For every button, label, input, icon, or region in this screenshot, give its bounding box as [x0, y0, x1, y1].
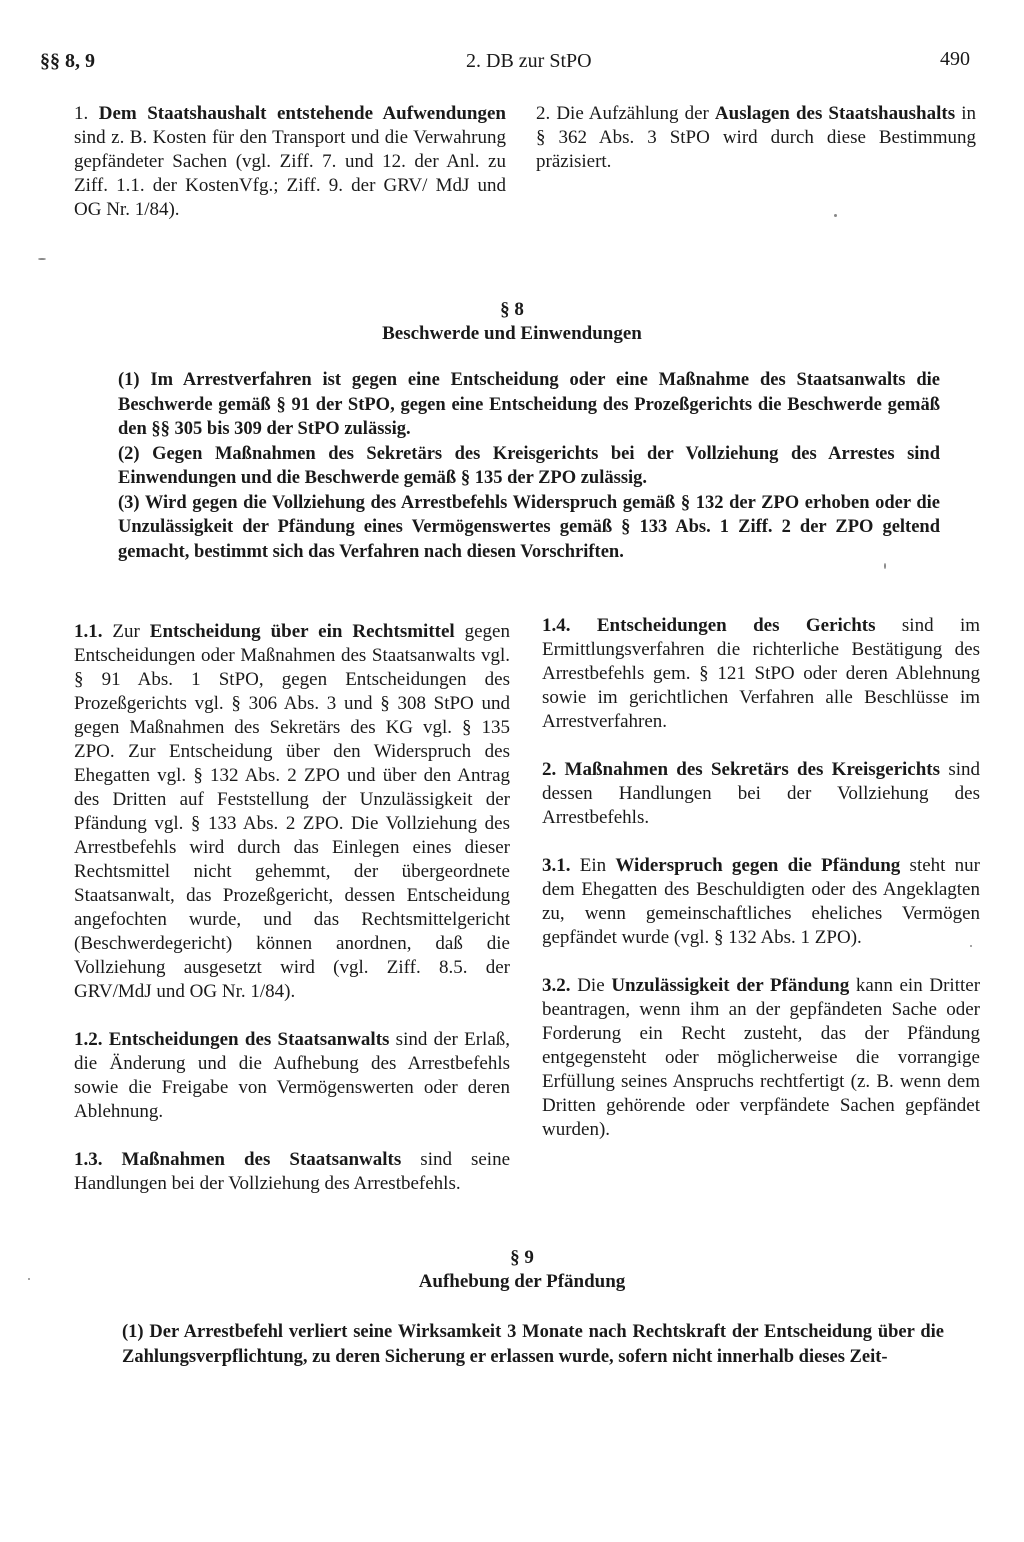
note-number: 1.3. — [74, 1149, 103, 1170]
note-lead: Auslagen des Staatshaushalts — [714, 103, 956, 124]
law-paragraph-2: (2) Gegen Maßnahmen des Sekretärs des Kreisgerichts bei der Vollziehung des Arrestes sind Einwendungen und die Beschwerde gemäß § 135 der ZPO zulässig. — [118, 443, 940, 488]
note-paragraph — [542, 974, 980, 1142]
note-pre: 2. Die Aufzählung der — [536, 103, 709, 124]
law-paragraph-3: (3) Wird gegen die Vollziehung des Arrestbefehls Widerspruch gemäß § 132 der ZPO erhoben oder die Unzulässigkeit der Pfändung eines Vermögenswertes gemäß § 133 Abs. 1 Ziff. 2 der ZPO geltend gemacht, bestimmt sich das Verfahren nach diesen Vorschriften. — [118, 492, 940, 562]
note-lead: Maßnahmen des Staatsanwalts — [121, 1149, 402, 1170]
note-paragraph — [536, 102, 976, 174]
note-lead: Dem Staatshaushalt entstehende Aufwendungen — [98, 103, 506, 124]
note-text: sind z. B. Kosten für den Transport und die Verwahrung gepfändeter Sachen (vgl. Ziff. 7. und 12. der Anl. zu Ziff. 1.1. der KostenVfg.; Ziff. 9. der GRV/ MdJ und OG Nr. 1/84). — [74, 127, 506, 220]
section-9-title: Aufhebung der Pfändung — [418, 1271, 626, 1292]
note-number: 3.2. — [542, 975, 571, 996]
note-lead: Entscheidungen des Staatsanwalts — [108, 1029, 390, 1050]
note-text: gegen Entscheidungen oder Maßnahmen des Staatsanwalts vgl. § 91 Abs. 1 StPO, gegen Entscheidungen des Prozeßgerichts vgl. § 306 Abs. 3 und § 308 StPO und gegen Maßnahmen des Sekretärs des KG vgl. § 135 ZPO. Zur Entscheidung über den Widerspruch des Ehegatten vgl. § 132 Abs. 2 ZPO und über den Antrag des Dritten auf Feststellung der Unzulässigkeit der Pfändung vgl. § 133 Abs. 2 ZPO. Die Vollziehung des Arrestbefehls wird durch das Einlegen eines dieser Rechtsmittel nicht gehemmt, der übergeordnete Staatsanwalt, das Prozeßgericht, dessen Entscheidung angefochten wurde, und das Rechtsmittelgericht (Beschwerdegericht) können anordnen, daß die Vollziehung ausgesetzt wird (vgl. Ziff. 8.5. der GRV/MdJ und OG Nr. 1/84). — [74, 621, 510, 1002]
note-lead: Unzulässigkeit der Pfändung — [611, 975, 850, 996]
running-header-sections: §§ 8, 9 — [40, 50, 95, 72]
scan-speck — [38, 258, 46, 260]
law-paragraph-1: (1) Der Arrestbefehl verliert seine Wirksamkeit 3 Monate nach Rechtskraft der Entscheidung über die Zahlungsverpflichtung, zu deren Sicherung er erlassen wurde, sofern nicht innerhalb dieses Zeit- — [122, 1322, 944, 1367]
note-paragraph — [74, 102, 506, 222]
section-8-number: § 8 — [500, 299, 524, 320]
note-text: kann ein Dritter beantragen, wenn ihm an der gepfändeten Sache oder Forderung ein Recht zusteht, das der Pfändung entgegensteht oder möglicherweise die vorrangige Erfüllung seines Anspruchs rechtfertigt (z. B. wenn dem Dritten gehörende oder verpfändete Sachen gepfändet wurden). — [542, 975, 981, 1140]
scan-speck — [834, 214, 837, 217]
note-paragraph — [542, 854, 980, 950]
section-9-law-text — [122, 1320, 944, 1369]
note-lead: Entscheidung über ein Rechtsmittel — [149, 621, 455, 642]
note-pre: Die — [577, 975, 605, 996]
note-lead: Entscheidungen des Gerichts — [596, 615, 876, 636]
note-number: 3.1. — [542, 855, 571, 876]
page-number: 490 — [940, 48, 970, 70]
section-8-title: Beschwerde und Einwendungen — [382, 323, 642, 344]
note-lead: Maßnahmen des Sekretärs des Kreisgerichts — [564, 759, 941, 780]
note-number: 1. — [74, 103, 89, 124]
top-note-left — [74, 102, 506, 222]
scan-speck — [970, 945, 972, 947]
note-number: 1.4. — [542, 615, 571, 636]
note-number: 2. — [542, 759, 557, 780]
note-paragraph — [74, 620, 510, 1004]
note-paragraph — [74, 1028, 510, 1124]
note-text: in § 362 Abs. 3 StPO wird durch diese Bestimmung präzisiert. — [536, 103, 976, 172]
note-text: sind im Ermittlungsverfahren die richterliche Bestätigung des Arrestbefehls gem. § 121 StPO oder deren Ablehnung sowie im gerichtlichen Verfahren alle Beschlüsse im Arrestverfahren. — [542, 615, 981, 732]
scan-speck — [28, 1278, 30, 1280]
notes-8-left-column — [74, 620, 510, 1196]
notes-8-right-column — [542, 614, 980, 1142]
top-note-right — [536, 102, 976, 174]
note-paragraph — [74, 1148, 510, 1196]
note-paragraph — [542, 614, 980, 734]
running-header-title: 2. DB zur StPO — [466, 50, 592, 72]
note-text: sind der Erlaß, die Änderung und die Aufhebung des Arrestbefehls sowie die Freigabe von Vermögenswerten oder deren Ablehnung. — [74, 1029, 510, 1122]
section-8-law-text — [118, 368, 940, 564]
note-text: steht nur dem Ehegatten des Beschuldigten oder des Angeklagten zu, wenn gemeinschaftliches eheliches Vermögen gepfändet wurde (vgl. § 132 Abs. 1 ZPO). — [542, 855, 980, 948]
note-text: sind seine Handlungen bei der Vollziehung des Arrestbefehls. — [74, 1149, 511, 1194]
law-paragraph-1: (1) Im Arrestverfahren ist gegen eine Entscheidung oder eine Maßnahme des Staatsanwalts die Beschwerde gemäß § 91 der StPO, gegen eine Entscheidung des Prozeßgerichts die Beschwerde gemäß den §§ 305 bis 309 der StPO zulässig. — [118, 370, 940, 439]
note-text: sind dessen Handlungen bei der Vollziehung des Arrestbefehls. — [542, 759, 981, 828]
scan-speck — [884, 563, 886, 569]
note-number: 1.2. — [74, 1029, 103, 1050]
note-pre: Zur — [112, 621, 140, 642]
section-9-number: § 9 — [510, 1247, 534, 1268]
note-pre: Ein — [579, 855, 607, 876]
note-paragraph — [542, 758, 980, 830]
note-lead: Widerspruch gegen die Pfändung — [615, 855, 901, 876]
note-number: 1.1. — [74, 621, 103, 642]
